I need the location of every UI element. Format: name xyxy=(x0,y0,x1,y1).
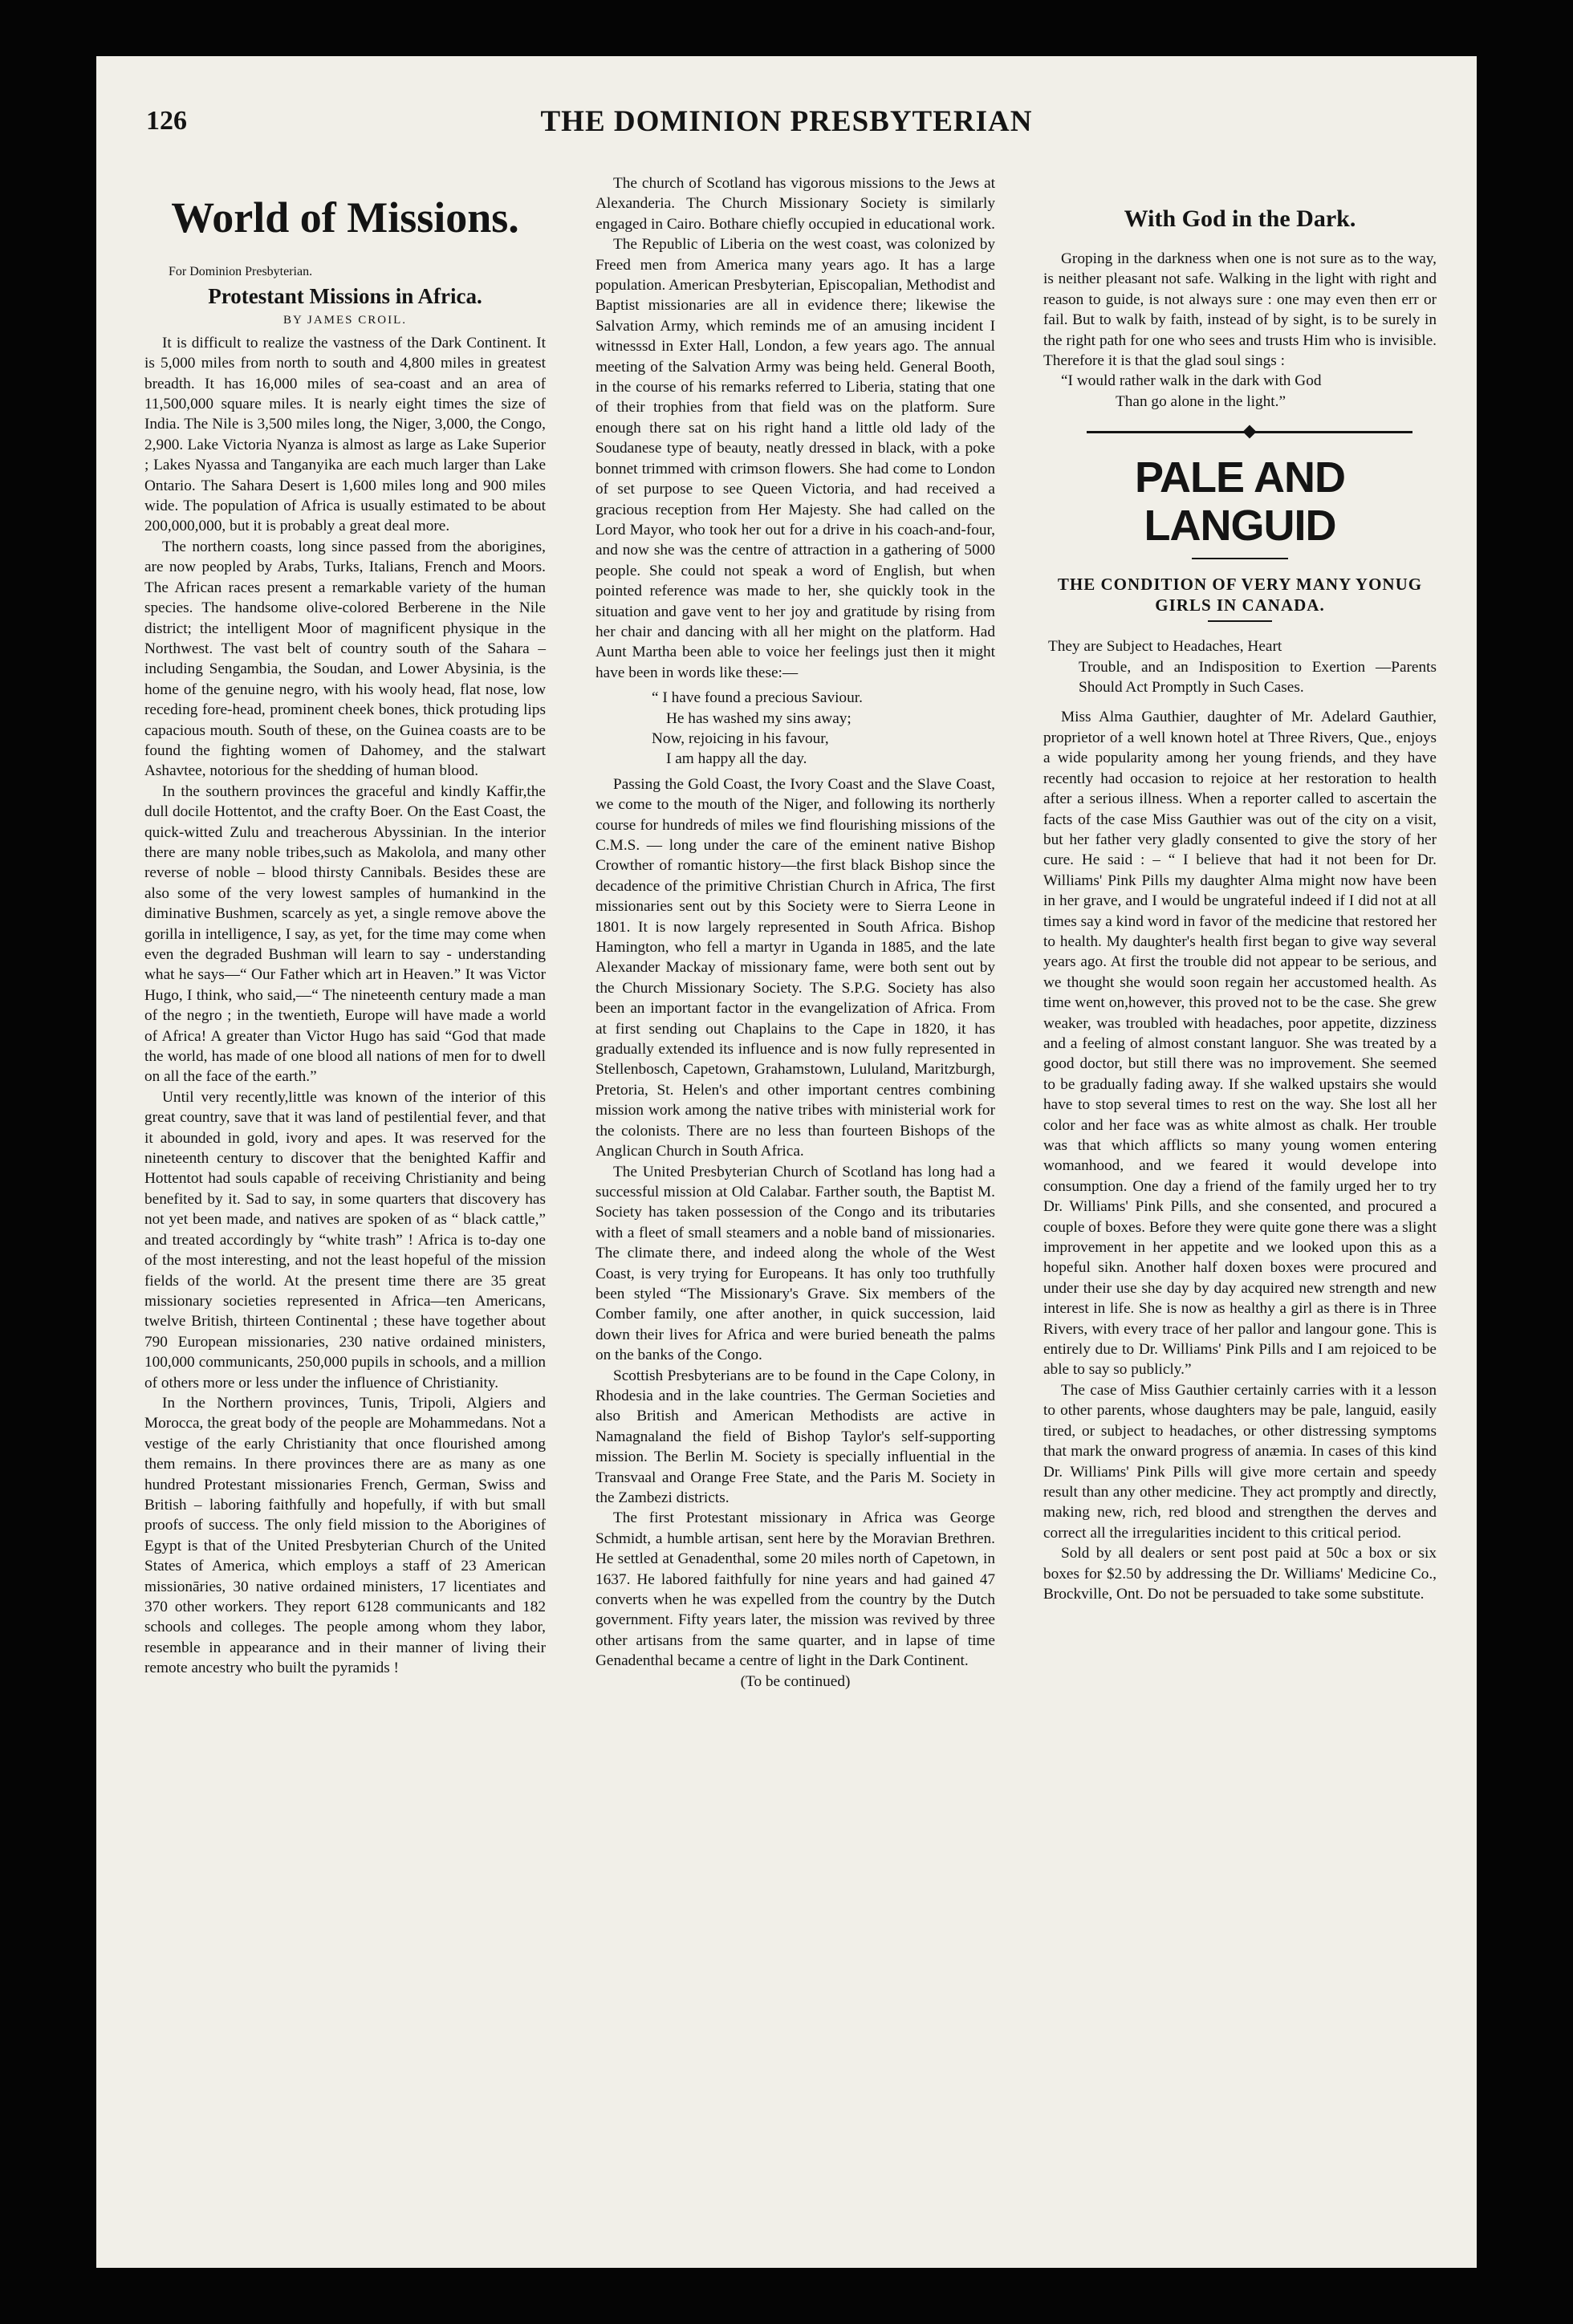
page-number: 126 xyxy=(146,106,187,136)
verse-line: Now, rejoicing in his favour, xyxy=(652,729,829,747)
paragraph: The church of Scotland has vigorous missions to the Jews at Alexanderia. The Church Missionary Society is similarly engaged in Cairo. Bothare chiefly occupied in educational work. xyxy=(595,175,995,233)
summary-rest: Trouble, and an Indisposition to Exertion —Parents Should Act Promptly in Such Cases. xyxy=(1079,658,1437,697)
paragraph: It is difficult to realize the vastness of the Dark Continent. It is 5,000 miles from north to south and 4,800 miles in greatest breadth. It has 16,000 miles of sea-coast and an area of 11,500,000 square miles. It is nearly eight times the size of India. The Nile is 3,500 miles long, the Niger, 3,000, the Congo, 2,900. Lake Victoria Nyanza is almost as large as Lake Superior ; Lakes Nyassa and Tanganyika are each much larger than Lake Ontario. The Sahara Desert is 1,600 miles long and 900 miles wide. The population of Africa is usually estimated to be about 200,000,000, but it is probably a great deal more. xyxy=(144,334,546,535)
article-heading-with-god: With God in the Dark. xyxy=(1124,205,1356,232)
paragraph: Scottish Presbyterians are to be found in the Cape Colony, in Rhodesia and in the lake countries. The German Societies and also British and American Methodists are active in Namagnaland the field of Bishop Taylor's self-supporting mission. The Berlin M. Society is specially influential in the Transvaal and Orange Free State, and the Paris M. Society in the Zambezi districts. xyxy=(595,1367,995,1506)
to-be-continued: (To be continued) xyxy=(740,1672,851,1690)
hymn-verse xyxy=(652,688,995,770)
section-heading-world-of-missions: World of Missions. xyxy=(171,193,519,242)
advertisement-heading: PALE AND LANGUID xyxy=(1135,453,1345,551)
journal-title: THE DOMINION PRESBYTERIAN xyxy=(540,105,1033,138)
page-header xyxy=(96,106,1477,154)
paragraph: The Republic of Liberia on the west coast, was colonized by Freed men from America many years ago. It has a large population. American Presbyterian, Episcopalian, Methodist and Baptist missionaries are all in evidence there; likewise the Salvation Army, which reminds me of an amusing incident I witnesssd in Exter Hall, London, a few years ago. The annual meeting of the Salvation Army was being held. General Booth, in the course of his remarks referred to Liberia, stating that one of their trophies from that field was on the platform. Sure enough there sat on his right hand a little old lady of the Soudanese type of beauty, neatly dressed in black, with a poke bonnet trimmed with crimson flowers. She had come to London of set purpose to see Queen Victoria, and had received a gracious reception from Her Majesty. She had called on the Lord Mayor, who took her out for a drive in his coach-and-four, and now she was the centre of attraction in a gathering of 5000 people. She could not speak a word of English, but when pointed reference was made to her, she quickly took in the situation and gave vent to her joy and gratitude by rising from her chair and dancing with all her might on the platform. Had Aunt Martha been able to voice her feelings just then it might have been in words like these:— xyxy=(595,236,995,681)
paragraph: In the Northern provinces, Tunis, Tripoli, Algiers and Morocca, the great body of the people are Mohammedans. Not a vestige of the early Christianity that once flourished among them remains. In there provinces there are as many as one hundred Protestant missionaries French, German, Swiss and British – laboring faithfully and hopefully, if with but small proofs of success. The only field mission to the Aborigines of Egypt is that of the United Presbyterian Church of the United States of America, which employs a staff of 23 American missionāries, 30 native ordained ministers, 17 licentiates and 370 other workers. They report 6128 communicants and 182 schools and colleges. The people among whom they labor, resemble in appearance and in their manner of living their remote ancestry who built the pyramids ! xyxy=(144,1394,546,1677)
verse-line: I am happy all the day. xyxy=(666,750,807,768)
for-line: For Dominion Presbyterian. xyxy=(169,265,313,278)
summary-first-line: They are Subject to Headaches, Heart xyxy=(1048,638,1282,656)
verse-line: He has washed my sins away; xyxy=(666,709,852,727)
paragraph: The case of Miss Gauthier certainly carries with it a lesson to other parents, whose daughters may be pale, languid, easily tired, or subject to headaches, or other distressing symptoms that mark the onward progress of anæmia. In cases of this kind Dr. Williams' Pink Pills will give more certain and speedy result than any other medicine. They act promptly and directly, making new, rich, red blood and strengthen the derves and correct all the irregularities incident to this critical period. xyxy=(1043,1381,1437,1542)
ornamental-rule xyxy=(1087,425,1412,439)
newspaper-page xyxy=(96,56,1477,2268)
diamond-ornament-icon xyxy=(1243,425,1257,439)
byline: BY JAMES CROIL. xyxy=(282,314,408,327)
column-1 xyxy=(144,159,546,1679)
paragraph: Groping in the darkness when one is not sure as to the way, is neither pleasant not safe. Walking in the light with right and reason to guide, is not always sure : one may even then err or fail. But to walk by faith, instead of by sight, is to be surely in the right path for one who sees and trusts Him who is invisible. Therefore it is that the glad soul sings : xyxy=(1043,250,1437,370)
advertisement-summary xyxy=(1043,636,1437,697)
quote-line: “I would rather walk in the dark with God xyxy=(1061,372,1322,390)
verse-line: “ I have found a precious Saviour. xyxy=(652,689,863,707)
paragraph: Sold by all dealers or sent post paid at 50c a box or six boxes for $2.50 by addressing the Dr. Williams' Medicine Co., Brockville, Ont. Do not be persuaded to take some substitute. xyxy=(1043,1545,1437,1603)
column-3 xyxy=(1043,177,1437,1604)
paragraph: The first Protestant missionary in Africa was George Schmidt, a humble artisan, sent here by the Moravian Brethren. He settled at Genadenthal, some 20 miles north of Capetown, in 1637. He labored faithfully for nine years and had gained 47 converts when he was expelled from the country by the Dutch government. Fifty years later, the mission was revived by three other artisans from the same quarter, and in lapse of time Genadenthal became a centre of light in the Dark Continent. xyxy=(595,1509,995,1670)
column-2 xyxy=(595,173,995,1692)
paragraph: Passing the Gold Coast, the Ivory Coast and the Slave Coast, we come to the mouth of the Niger, and following its northerly course for hundreds of miles we find flourishing missions of the C.M.S. — long under the care of the eminent native Bishop Crowther of romantic history—the first black Bishop since the decadence of the primitive Christian Church in Africa, The first missionaries sent out by this Society were to Sierra Leone in 1801. It is now largely represented in South Africa. Bishop Hamington, who fell a martyr in Uganda in 1885, and the late Alexander Mackay of missionary fame, were both sent out by the Church Missionary Society. The S.P.G. Society has also been an important factor in the evangelization of Africa. From at first sending out Chaplains to the Cape in 1820, it has gradually extended its influence and is now fully represented in Stellenbosch, Capetown, Grahamstown, Lululand, Maritzburgh, Pretoria, St. Helen's and other important centres combining mission work among the native tribes with ministerial work for the colonists. There are no less than fourteen Bishops of the Anglican Church in South Africa. xyxy=(595,775,995,1160)
paragraph: The United Presbyterian Church of Scotland has long had a successful mission at Old Calabar. Farther south, the Baptist M. Society has taken possession of the Congo and its tributaries with a fleet of small steamers and a noble band of missionaries. The climate there, and indeed along the whole of the West Coast, is very trying for Europeans. It has only too truthfully been styled “The Missionary's Grave. Six members of the Comber family, one after another, in quick succession, laid down their lives for Africa and were buried beneath the palms on the banks of the Congo. xyxy=(595,1163,995,1364)
advertisement-subheading: THE CONDITION OF VERY MANY YONUG GIRLS IN CANADA. xyxy=(1057,575,1423,616)
article-title: Protestant Missions in Africa. xyxy=(208,284,482,309)
short-rule xyxy=(1192,558,1288,559)
paragraph: Until very recently,little was known of the interior of this great country, save that it was land of pestilential fever, and that it abounded in gold, ivory and apes. It was reserved for the nineteenth century to discover that the benighted Kaffir and Hottentot had souls capable of receiving Christianity and being benefited by it. Sad to say, in some quarters that discovery has not yet been made, and natives are spoken of as “ black cattle,” and treated accordingly by “white trash” ! Africa is to-day one of the most interesting, and not the least hopeful of the mission fields of the world. At the present time there are 35 great missionary societies represented in Africa—ten Americans, twelve British, thirteen Continental ; these have together about 790 European missionaries, 230 native ordained ministers, 100,000 communicants, 250,000 pupils in schools, and a million of others more or less under the influence of Christianity. xyxy=(144,1088,546,1392)
paragraph: Miss Alma Gauthier, daughter of Mr. Adelard Gauthier, proprietor of a well known hotel at Three Rivers, Que., enjoys a wide popularity among her young friends, and they have recently had occasion to rejoice at her restoration to health after a serious illness. When a reporter called to ascertain the facts of the case Miss Gauthier was out of the city on a visit, but her father very gladly consented to give the story of her cure. He said : – “ I believe that had it not been for Dr. Williams' Pink Pills my daughter Alma might now have been in her grave, and I would be ungrateful indeed if I did not at all times say a kind word in favor of the medicine that restored her to health. My daughter's health first began to give way several years ago. At first the trouble did not appear to be serious, and we thought she would soon regain her accustomed health. As time went on,however, this proved not to be the case. She grew weaker, was troubled with headaches, poor appetite, dizziness and a feeling of almost constant languor. She was treated by a good doctor, but still there was no improvement. She seemed to be gradually fading away. If she walked upstairs she would have to stop several times to rest on the way. She lost all her color and her face was as white almost as chalk. Her trouble was that which afflicts so many young women entering womanhood, and we feared it would develope into consumption. One day a friend of the family urged her to try Dr. Williams' Pink Pills, and she consented, and procured a couple of boxes. Before they were quite gone there was a slight improvement in her appetite and we looked upon this as a hopeful sikn. Another half doxen boxes were procured and under their use she day by day acquired new strength and new interest in life. She is now as healthy a girl as there is in Three Rivers, with every trace of her pallor and langour gone. This is entirely due to Dr. Williams' Pink Pills and I am rejoiced to be able to say so publicly.” xyxy=(1043,709,1437,1379)
short-rule xyxy=(1208,620,1272,622)
paragraph: In the southern provinces the graceful and kindly Kaffir,the dull docile Hottentot, and the crafty Boer. On the East Coast, the quick-witted Zulu and treacherous Abyssinian. In the interior there are many noble tribes,such as Makolola, and many other reverse of noble – blood thirsty Cannibals. Besides these are also some of the very lowest samples of humankind in the diminative Bushmen, scarcely as yet, a single remove above the gorilla in intelligence, I say, as yet, for the time may come when even the degraded Bushman will learn to say - understanding what he says—“ Our Father which art in Heaven.” It was Victor Hugo, I think, who said,—“ The nineteenth century made a man of the negro ; in the twentieth, Europe will have made a world of Africa! A greater than Victor Hugo has said “God that made the world, has made of one blood all nations of men for to dwell on all the face of the earth.” xyxy=(144,782,546,1086)
quote-line: Than go alone in the light.” xyxy=(1116,392,1286,410)
paragraph: The northern coasts, long since passed from the aborigines, are now peopled by Arabs, Turks, Italians, French and Moors. The African races present a remarkable variety of the human species. The handsome olive-colored Berberene in the Nile district; the intelligent Moor of magnificent physique in the Northwest. The vast belt of country south of the Sahara – including Sengambia, the Soudan, and Lower Abysinia, is the home of the genuine negro, with his wooly head, flat nose, low receding fore-head, prominent cheek bones, thick protuding lips capacious mouth. South of these, on the Guinea coasts are to be found the fighting women of Dahomey, and the stalwart Ashavtee, notorious for the shedding of human blood. xyxy=(144,538,546,780)
